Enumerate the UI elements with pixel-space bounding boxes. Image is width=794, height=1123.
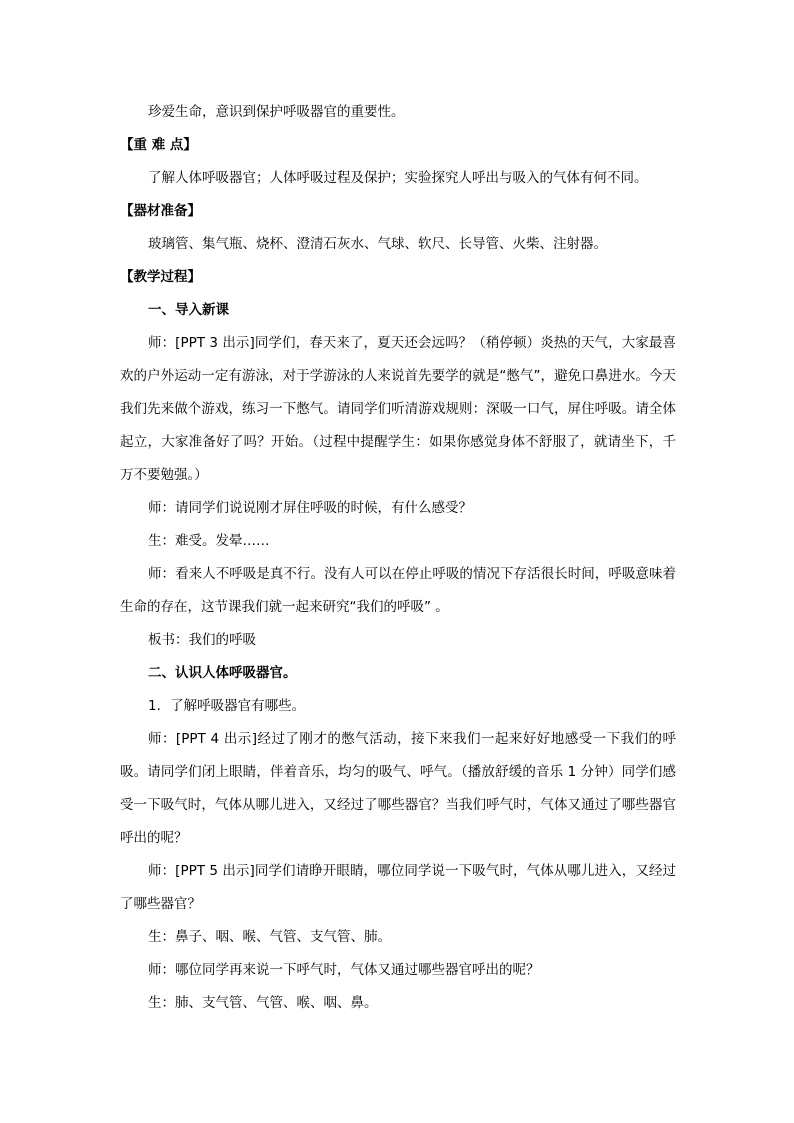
heading-key-points: 【重 难 点】 bbox=[120, 137, 197, 153]
paragraph-teacher-5: 师：[PPT 5 出示]同学们请睁开眼睛，哪位同学说一下吸气时，气体从哪儿进入，又经过了哪些器官？ bbox=[120, 863, 676, 912]
paragraph-teacher-6: 师：哪位同学再来说一下呼气时，气体又通过哪些器官呼出的呢？ bbox=[148, 962, 540, 978]
paragraph-student-3: 生：肺、支气管、气管、喉、咽、鼻。 bbox=[148, 995, 378, 1011]
paragraph-student-2: 生：鼻子、咽、喉、气管、支气管、肺。 bbox=[148, 929, 391, 945]
subheading-organs: 二、认识人体呼吸器官。 bbox=[148, 665, 297, 681]
paragraph-key-points: 了解人体呼吸器官；人体呼吸过程及保护；实验探究人呼出与吸入的气体有何不同。 bbox=[148, 170, 648, 186]
heading-teaching-process: 【教学过程】 bbox=[120, 269, 201, 285]
paragraph-intro: 珍爱生命，意识到保护呼吸器官的重要性。 bbox=[148, 104, 405, 120]
paragraph-teacher-2: 师：请同学们说说刚才屏住呼吸的时候，有什么感受？ bbox=[148, 500, 472, 516]
paragraph-student-1: 生：难受。发晕…… bbox=[148, 533, 270, 549]
heading-materials: 【器材准备】 bbox=[120, 203, 201, 219]
paragraph-teacher-3: 师：看来人不呼吸是真不行。没有人可以在停止呼吸的情况下存活很长时间，呼吸意味着生命的存在，这节课我们就一起来研究“我们的呼吸” 。 bbox=[120, 566, 676, 615]
paragraph-board: 板书：我们的呼吸 bbox=[148, 632, 256, 648]
document-body bbox=[120, 96, 676, 1020]
subheading-intro-lesson: 一、导入新课 bbox=[148, 302, 229, 318]
paragraph-teacher-4: 师：[PPT 4 出示]经过了刚才的憋气活动，接下来我们一起来好好地感受一下我们的呼吸。请同学们闭上眼睛，伴着音乐，均匀的吸气、呼气。（播放舒缓的音乐 1 分钟）同学们感受一下吸气时，气体从哪儿进入，又经过了哪些器官？当我们呼气时，气体又通过了哪些器官呼出的呢？ bbox=[120, 731, 676, 846]
paragraph-materials: 玻璃管、集气瓶、烧杯、澄清石灰水、气球、软尺、长导管、火柴、注射器。 bbox=[148, 236, 607, 252]
paragraph-step-1: 1．了解呼吸器官有哪些。 bbox=[148, 698, 306, 714]
paragraph-teacher-1: 师：[PPT 3 出示]同学们，春天来了，夏天还会远吗？（稍停顿）炎热的天气，大家最喜欢的户外运动一定有游泳，对于学游泳的人来说首先要学的就是“憋气”，避免口鼻进水。今天我们先来做个游戏，练习一下憋气。请同学们听清游戏规则：深吸一口气，屏住呼吸。请全体起立，大家准备好了吗？开始。（过程中提醒学生：如果你感觉身体不舒服了，就请坐下，千万不要勉强。） bbox=[120, 335, 676, 483]
